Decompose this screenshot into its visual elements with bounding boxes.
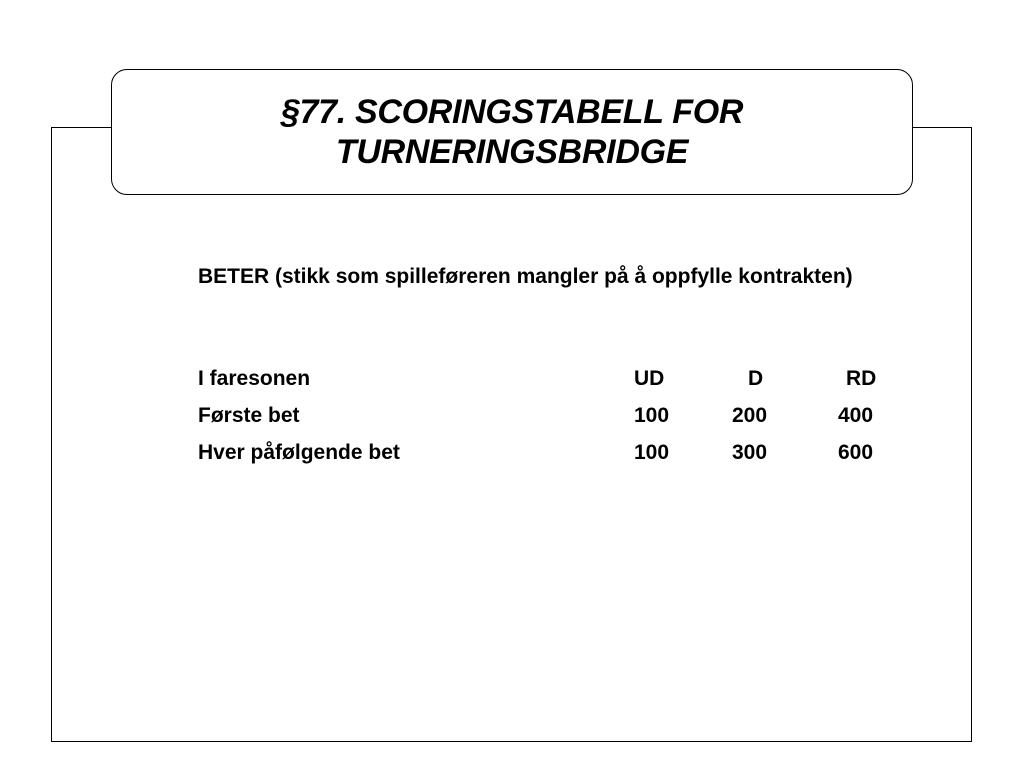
intro-text: BETER (stikk som spilleføreren mangler på å oppfylle kontrakten) <box>198 265 853 288</box>
row-label: Første bet <box>198 404 300 427</box>
row-d-value: 300 <box>732 441 768 464</box>
row-label: Hver påfølgende bet <box>198 441 400 464</box>
header-label: I faresonen <box>198 367 311 390</box>
title-box <box>111 69 913 195</box>
row-rd-value: 600 <box>838 441 874 464</box>
header-d: D <box>748 367 764 390</box>
row-rd-value: 400 <box>838 404 874 427</box>
frame-top-right-line <box>912 127 972 128</box>
header-ud: UD <box>634 367 665 390</box>
slide-title-line-2: TURNERINGSBRIDGE <box>335 133 689 171</box>
row-ud-value: 100 <box>634 404 670 427</box>
slide-title-line-1: §77. SCORINGSTABELL FOR <box>280 93 744 131</box>
scoring-table <box>198 365 898 476</box>
row-d-value: 200 <box>732 404 768 427</box>
table-row <box>198 439 898 476</box>
table-row <box>198 402 898 439</box>
header-rd: RD <box>846 367 877 390</box>
table-header-row <box>198 365 898 402</box>
row-ud-value: 100 <box>634 441 670 464</box>
frame-top-left-line <box>51 127 112 128</box>
